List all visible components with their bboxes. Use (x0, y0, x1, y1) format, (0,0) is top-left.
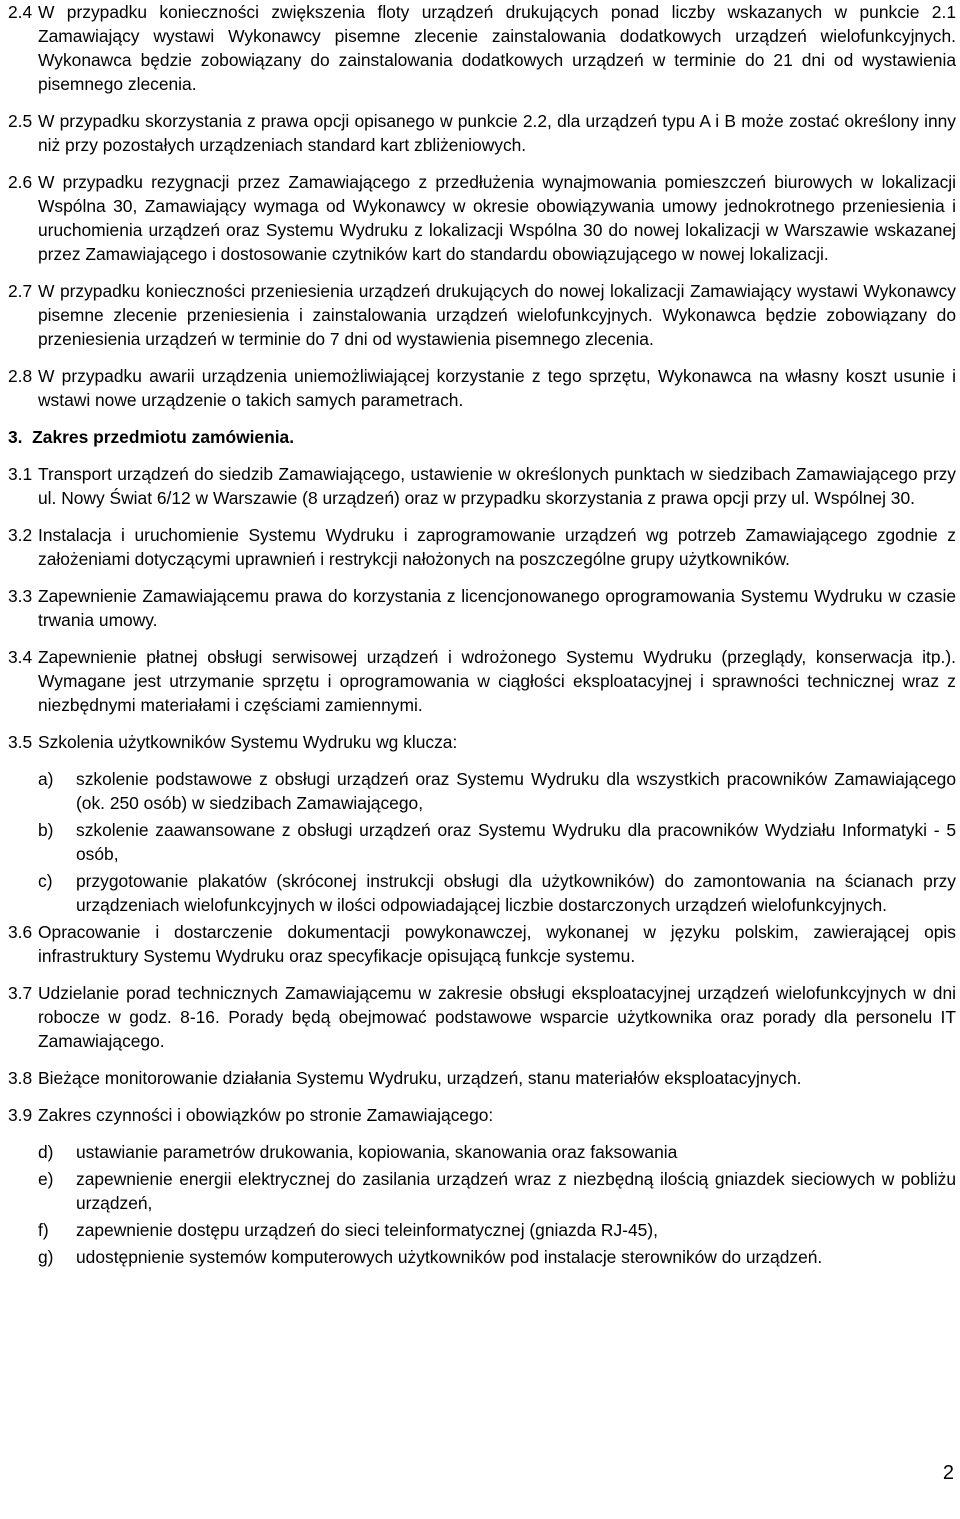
list-text: zapewnienie energii elektrycznej do zasilania urządzeń wraz z niezbędną ilością gniazdek sieciowych w pobliżu urządzeń, (76, 1169, 956, 1213)
section-number: 2.5 (8, 111, 33, 131)
section-text: Zapewnienie Zamawiającemu prawa do korzystania z licencjonowanego oprogramowania Systemu Wydruku w czasie trwania umowy. (38, 586, 956, 630)
section-text: W przypadku rezygnacji przez Zamawiającego z przedłużenia wynajmowania pomieszczeń biurowych w lokalizacji Wspólna 30, Zamawiający wymaga od Wykonawcy w okresie obowiązywania umowy jednokrotnego przeniesienia i uruchomienia urządzeń oraz Systemu Wydruku z lokalizacji Wspólna 30 do nowej lokalizacji w Warszawie wskazanej przez Zamawiającego i dostosowanie czytników kart do standardu obowiązującego w nowej lokalizacji. (38, 172, 956, 264)
section-3-3 (8, 584, 956, 632)
list-item-f (8, 1218, 956, 1242)
list-item-b (8, 818, 956, 866)
section-2-8 (8, 364, 956, 412)
section-3-4 (8, 645, 956, 717)
list-letter: e) (38, 1169, 54, 1189)
section-text: Udzielanie porad technicznych Zamawiającemu w zakresie obsługi eksploatacyjnej urządzeń wielofunkcyjnych w dni robocze w godz. 8-16. Porady będą obejmować podstawowe wsparcie użytkownika oraz porady dla personelu IT Zamawiającego. (38, 983, 956, 1051)
section-number: 3.1 (8, 464, 33, 484)
section-3-5 (8, 730, 956, 754)
list-text: szkolenie zaawansowane z obsługi urządzeń oraz Systemu Wydruku dla pracowników Wydziału Informatyki - 5 osób, (76, 820, 956, 864)
section-text: Szkolenia użytkowników Systemu Wydruku wg klucza: (38, 732, 458, 752)
list-letter: f) (38, 1220, 49, 1240)
list-item-a (8, 767, 956, 815)
list-letter: d) (38, 1142, 54, 1162)
section-number: 2.4 (8, 2, 33, 22)
section-number: 3.2 (8, 525, 33, 545)
section-3-6 (8, 920, 956, 968)
section-text: Bieżące monitorowanie działania Systemu Wydruku, urządzeń, stanu materiałów eksploatacyjnych. (38, 1068, 802, 1088)
section-3-heading: 3. Zakres przedmiotu zamówienia. (8, 427, 295, 447)
section-3-2 (8, 523, 956, 571)
list-text: szkolenie podstawowe z obsługi urządzeń oraz Systemu Wydruku dla wszystkich pracowników Zamawiającego (ok. 250 osób) w siedzibach Zamawiającego, (76, 769, 956, 813)
section-number: 3.3 (8, 586, 33, 606)
list-text: przygotowanie plakatów (skróconej instrukcji obsługi dla użytkowników) do zamontowania na ścianach przy urządzeniach wielofunkcyjnych w ilości odpowiadającej liczbie dostarczonych urządzeń wielofunkcyjnych. (76, 871, 956, 915)
section-number: 3.7 (8, 983, 33, 1003)
section-2-5 (8, 109, 956, 157)
section-number: 3.9 (8, 1105, 33, 1125)
page-number: 2 (942, 1462, 954, 1484)
section-number: 2.7 (8, 281, 33, 301)
list-text: udostępnienie systemów komputerowych użytkowników pod instalacje sterowników do urządzeń. (76, 1247, 823, 1267)
section-text: W przypadku awarii urządzenia uniemożliwiającej korzystanie z tego sprzętu, Wykonawca na własny koszt usunie i wstawi nowe urządzenie o takich samych parametrach. (38, 366, 956, 410)
section-number: 2.6 (8, 172, 33, 192)
section-3-9 (8, 1103, 956, 1127)
list-letter: a) (38, 769, 54, 789)
list-text: ustawianie parametrów drukowania, kopiowania, skanowania oraz faksowania (76, 1142, 678, 1162)
section-text: Zapewnienie płatnej obsługi serwisowej urządzeń i wdrożonego Systemu Wydruku (przeglądy, konserwacja itp.). Wymagane jest utrzymanie sprzętu i oprogramowania w ciągłości eksploatacyjnej i sprawności technicznej wraz z niezbędnymi materiałami i częściami zamiennymi. (38, 647, 956, 715)
list-text: zapewnienie dostępu urządzeń do sieci teleinformatycznej (gniazda RJ-45), (76, 1220, 658, 1240)
list-letter: g) (38, 1247, 54, 1267)
list-item-c (8, 869, 956, 917)
section-number: 3.5 (8, 732, 33, 752)
section-3-1 (8, 462, 956, 510)
section-number: 3.4 (8, 647, 33, 667)
section-2-4 (8, 0, 956, 96)
list-item-e (8, 1167, 956, 1215)
list-item-g (8, 1245, 956, 1269)
document-body (8, 0, 956, 1269)
section-text: W przypadku konieczności zwiększenia floty urządzeń drukujących ponad liczby wskazanych w punkcie 2.1 Zamawiający wystawi Wykonawcy pisemne zlecenie zainstalowania dodatkowych urządzeń wielofunkcyjnych. Wykonawca będzie zobowiązany do zainstalowania dodatkowych urządzeń w terminie do 21 dni od wystawienia pisemnego zlecenia. (38, 2, 956, 94)
section-number: 3.8 (8, 1068, 33, 1088)
section-number: 2.8 (8, 366, 33, 386)
section-2-6 (8, 170, 956, 266)
section-3-8 (8, 1066, 956, 1090)
section-text: Transport urządzeń do siedzib Zamawiającego, ustawienie w określonych punktach w siedzibach Zamawiającego przy ul. Nowy Świat 6/12 w Warszawie (8 urządzeń) oraz w przypadku skorzystania z prawa opcji przy ul. Wspólnej 30. (38, 464, 956, 508)
list-letter: b) (38, 820, 54, 840)
section-number: 3.6 (8, 922, 33, 942)
section-text: W przypadku skorzystania z prawa opcji opisanego w punkcie 2.2, dla urządzeń typu A i B może zostać określony inny niż przy pozostałych urządzeniach standard kart zbliżeniowych. (38, 111, 956, 155)
section-text: W przypadku konieczności przeniesienia urządzeń drukujących do nowej lokalizacji Zamawiający wystawi Wykonawcy pisemne zlecenie przeniesienia i zainstalowania urządzeń wielofunkcyjnych. Wykonawca będzie zobowiązany do przeniesienia urządzeń w terminie do 7 dni od wystawienia pisemnego zlecenia. (38, 281, 956, 349)
list-letter: c) (38, 871, 53, 891)
section-text: Opracowanie i dostarczenie dokumentacji powykonawczej, wykonanej w języku polskim, zawierającej opis infrastruktury Systemu Wydruku oraz specyfikacje opisującą funkcje systemu. (38, 922, 956, 966)
list-item-d (8, 1140, 956, 1164)
section-text: Instalacja i uruchomienie Systemu Wydruku i zaprogramowanie urządzeń wg potrzeb Zamawiającego zgodnie z założeniami dotyczącymi uprawnień i restrykcji nałożonych na poszczególne grupy użytkowników. (38, 525, 956, 569)
section-text: Zakres czynności i obowiązków po stronie Zamawiającego: (38, 1105, 494, 1125)
section-3-7 (8, 981, 956, 1053)
section-2-7 (8, 279, 956, 351)
